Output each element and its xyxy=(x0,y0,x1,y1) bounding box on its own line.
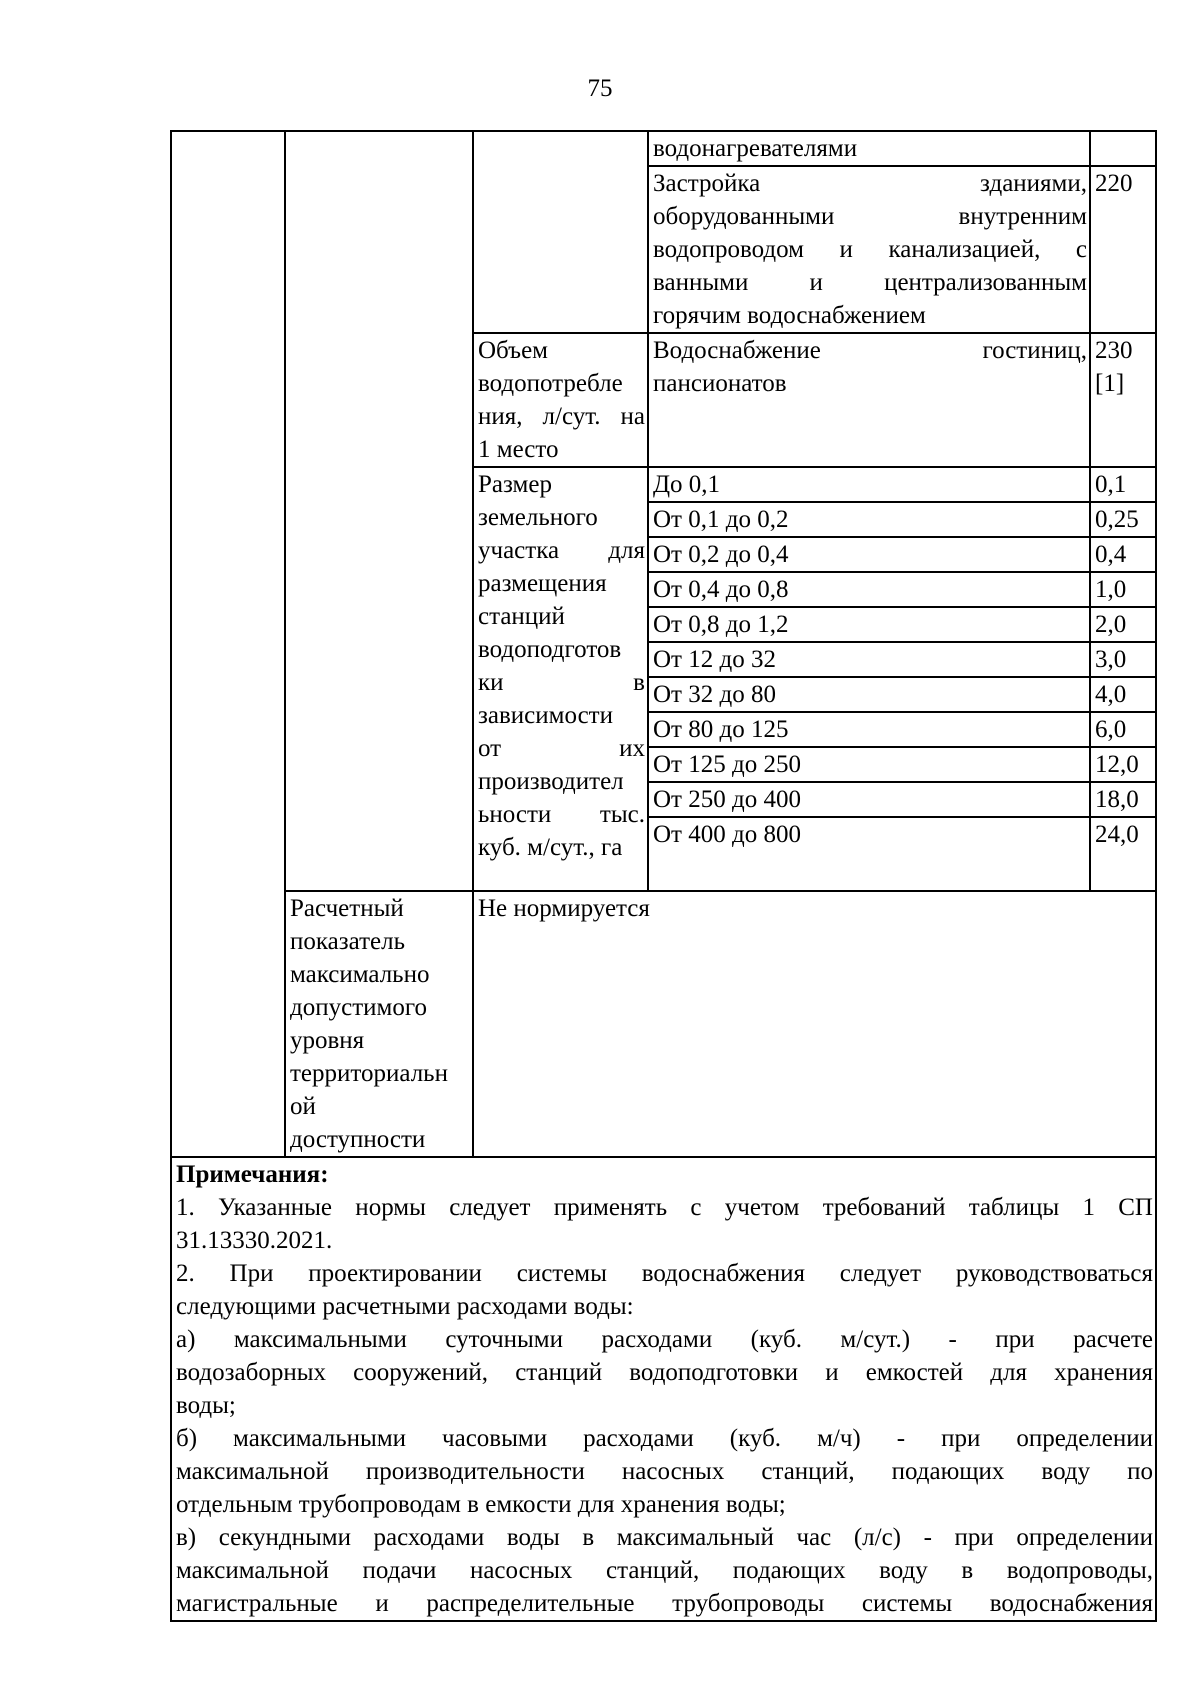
range-cell: От 0,8 до 1,2 xyxy=(648,607,1090,642)
value-cell: 24,0 xyxy=(1090,817,1156,891)
indicator-value-cell: Не нормируется xyxy=(473,891,1156,1157)
value-cell xyxy=(1090,131,1156,166)
value-cell: 0,1 xyxy=(1090,467,1156,502)
note-paragraph: б) максимальными часовыми расходами (куб. м/ч) - при определении максимальной производительности насосных станций, подающих воду по отдельным трубопроводам в емкости для хранения воды; xyxy=(176,1425,1153,1518)
range-cell: От 400 до 800 xyxy=(648,817,1090,891)
page-number: 75 xyxy=(587,75,613,102)
range-cell: От 0,1 до 0,2 xyxy=(648,502,1090,537)
parameter-cell: Объем водопотребле ния, л/сут. на 1 место xyxy=(473,333,648,467)
range-cell: От 80 до 125 xyxy=(648,712,1090,747)
value-cell: 220 xyxy=(1090,166,1156,333)
note-paragraph: в) секундными расходами воды в максимальный час (л/с) - при определении максимальной подачи насосных станций, подающих воду в водопроводы, магистральные и распределительные трубопроводы системы водоснабжения xyxy=(176,1524,1153,1617)
table-row xyxy=(171,1157,1156,1621)
value-cell: 0,4 xyxy=(1090,537,1156,572)
range-cell: До 0,1 xyxy=(648,467,1090,502)
notes-cell xyxy=(171,1157,1156,1621)
range-cell: От 0,4 до 0,8 xyxy=(648,572,1090,607)
table-row xyxy=(171,131,1156,166)
empty-cell xyxy=(473,131,648,333)
value-cell: 0,25 xyxy=(1090,502,1156,537)
note-paragraph: а) максимальными суточными расходами (куб. м/сут.) - при расчете водозаборных сооружений, станций водоподготовки и емкостей для хранения воды; xyxy=(176,1326,1153,1419)
value-cell: 230 [1] xyxy=(1090,333,1156,467)
value-cell: 1,0 xyxy=(1090,572,1156,607)
note-paragraph: 1. Указанные нормы следует применять с учетом требований таблицы 1 СП 31.13330.2021. xyxy=(176,1194,1153,1254)
description-cell: водонагревателями xyxy=(648,131,1090,166)
range-cell: От 0,2 до 0,4 xyxy=(648,537,1090,572)
range-cell: От 125 до 250 xyxy=(648,747,1090,782)
range-cell: От 250 до 400 xyxy=(648,782,1090,817)
value-cell: 4,0 xyxy=(1090,677,1156,712)
empty-cell xyxy=(285,131,473,891)
table-row xyxy=(171,891,1156,1157)
value-cell: 12,0 xyxy=(1090,747,1156,782)
value-cell: 6,0 xyxy=(1090,712,1156,747)
indicator-label-cell: Расчетный показатель максимально допустимого уровня территориальн ой доступности xyxy=(285,891,473,1157)
value-cell: 2,0 xyxy=(1090,607,1156,642)
notes-title: Примечания: xyxy=(176,1161,329,1188)
empty-cell xyxy=(171,131,285,1157)
value-cell: 18,0 xyxy=(1090,782,1156,817)
range-cell: От 12 до 32 xyxy=(648,642,1090,677)
note-paragraph: 2. При проектировании системы водоснабжения следует руководствоваться следующими расчетными расходами воды: xyxy=(176,1260,1153,1320)
range-cell: От 32 до 80 xyxy=(648,677,1090,712)
norms-table xyxy=(170,130,1157,1622)
parameter-cell: Размер земельного участка для размещения станций водоподготов ки в зависимости от их производител ьности тыс. куб. м/сут., га xyxy=(473,467,648,891)
description-cell: Застройка зданиями, оборудованными внутренним водопроводом и канализацией, с ванными и централизованным горячим водоснабжением xyxy=(648,166,1090,333)
value-cell: 3,0 xyxy=(1090,642,1156,677)
description-cell: Водоснабжение гостиниц, пансионатов xyxy=(648,333,1090,467)
